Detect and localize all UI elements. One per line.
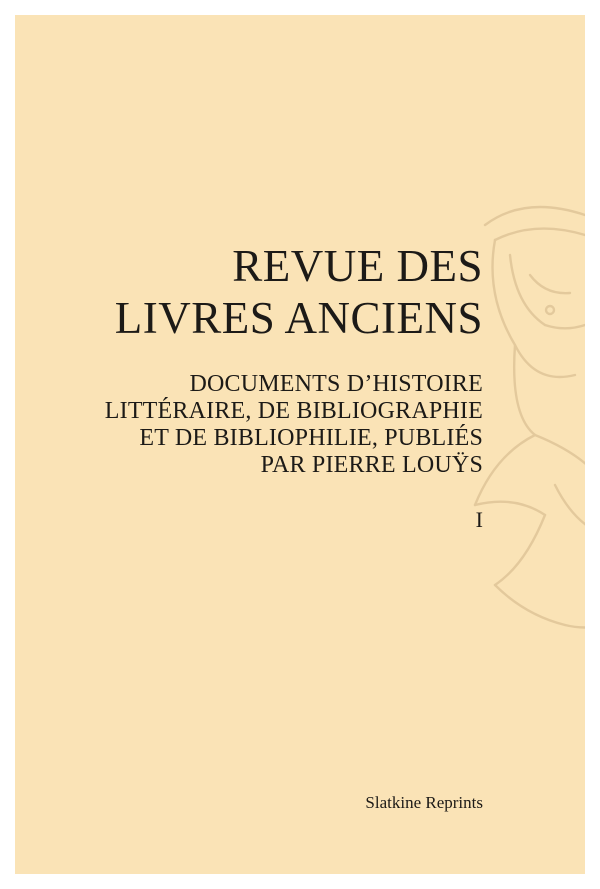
publisher-name: Slatkine Reprints xyxy=(365,793,483,812)
book-subtitle-line: PAR PIERRE LOUŸS xyxy=(260,452,483,478)
book-subtitle-line: LITTÉRAIRE, DE BIBLIOGRAPHIE xyxy=(104,398,483,424)
book-cover xyxy=(15,15,585,874)
book-subtitle-line: DOCUMENTS D’HISTOIRE xyxy=(189,371,483,397)
book-subtitle-line: ET DE BIBLIOPHILIE, PUBLIÉS xyxy=(139,425,483,451)
volume-number: I xyxy=(475,507,483,532)
book-subtitle xyxy=(105,371,483,479)
book-title-line: LIVRES ANCIENS xyxy=(114,293,483,343)
book-title xyxy=(115,240,483,344)
book-title-line: REVUE DES xyxy=(232,241,483,291)
